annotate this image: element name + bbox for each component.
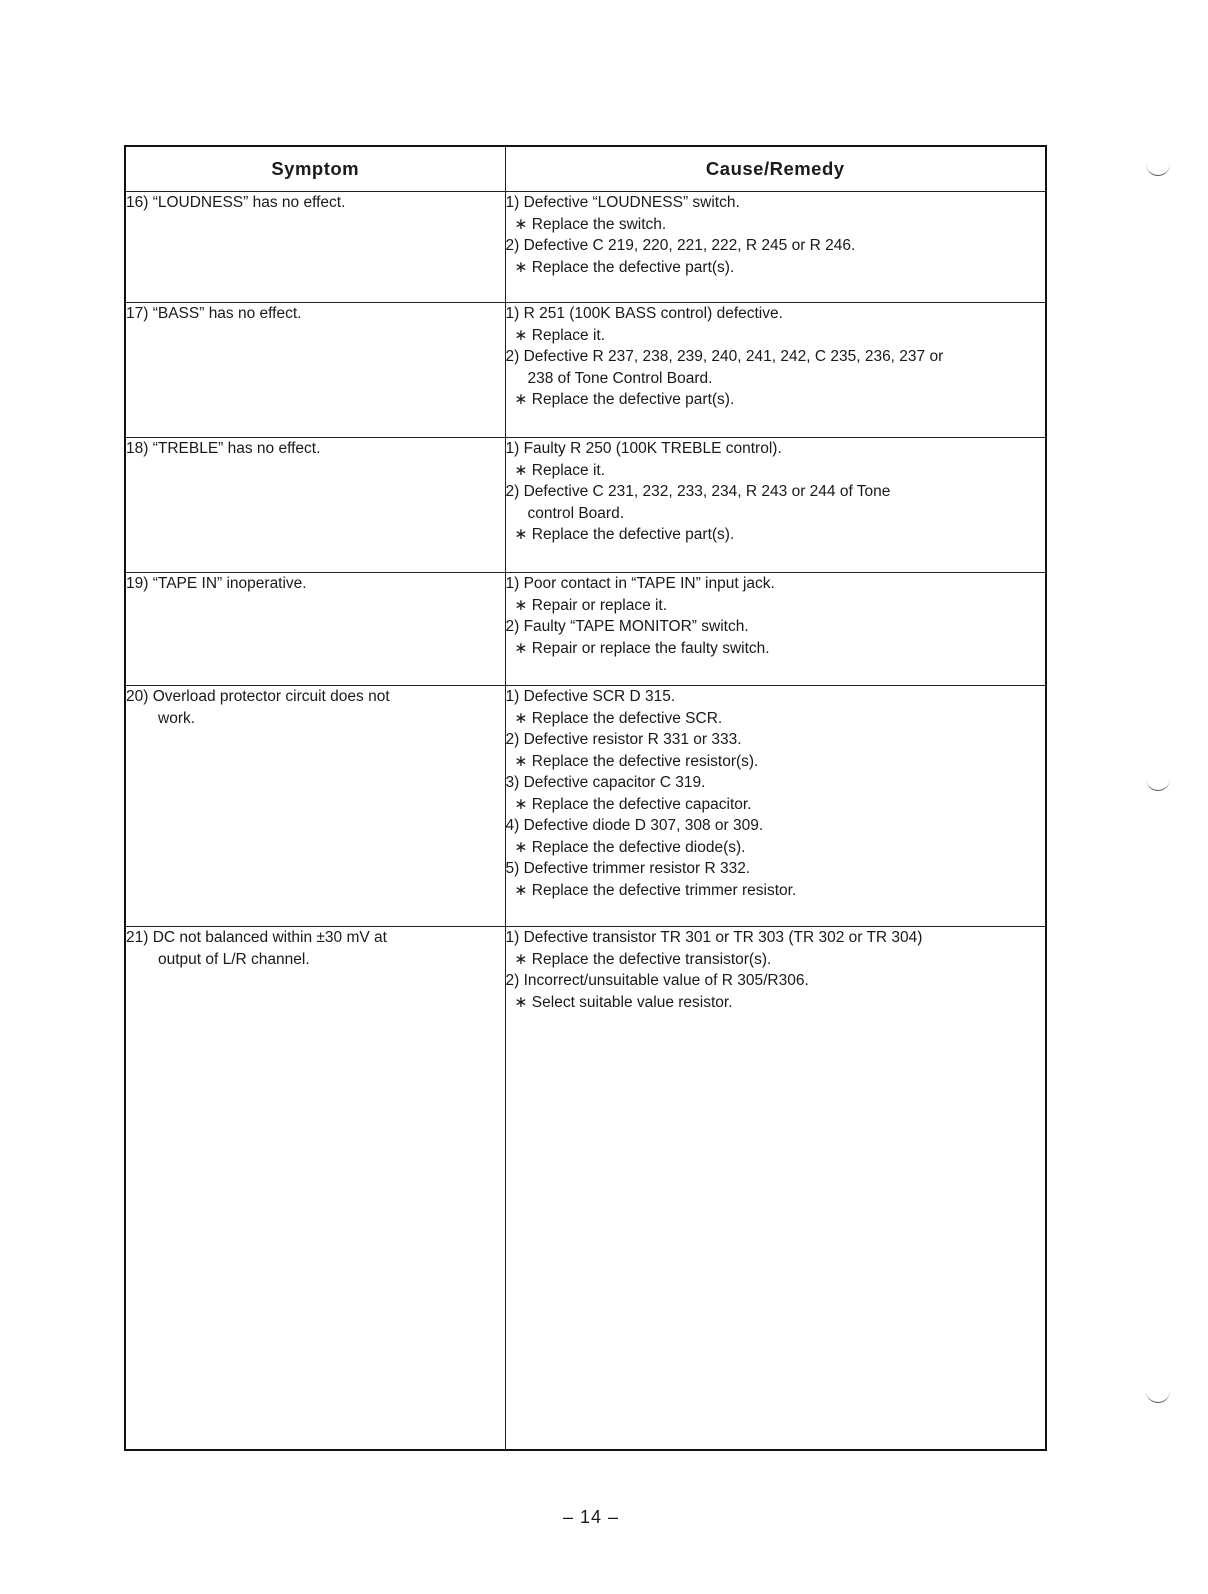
page-number: – 14 – — [562, 1507, 620, 1527]
cause-remedy-cell — [505, 192, 1046, 303]
symptom-text: 19) “TAPE IN” inoperative. — [126, 575, 307, 592]
cause-item: 2) Incorrect/unsuitable value of R 305/R306. — [505, 972, 809, 989]
remedy-action: ∗ Replace it. — [514, 461, 606, 479]
binding-hole-mark — [1146, 163, 1170, 176]
cause-item: 1) Defective transistor TR 301 or TR 303 (TR 302 or TR 304) — [505, 929, 923, 946]
table-row — [125, 438, 1046, 573]
symptom-text: 16) “LOUDNESS” has no effect. — [126, 194, 346, 211]
table-row — [125, 573, 1046, 686]
remedy-action: ∗ Replace the defective SCR. — [514, 709, 723, 727]
binding-hole-mark — [1146, 1390, 1170, 1403]
cause-item: 5) Defective trimmer resistor R 332. — [505, 860, 751, 877]
cause-remedy-cell — [505, 438, 1046, 573]
cause-item: 2) Defective C 231, 232, 233, 234, R 243 or 244 of Tone — [505, 483, 891, 500]
remedy-action: ∗ Repair or replace it. — [514, 596, 668, 614]
remedy-action: ∗ Select suitable value resistor. — [514, 993, 733, 1011]
cause-text-continued: 238 of Tone Control Board. — [527, 369, 713, 387]
symptom-text: 18) “TREBLE” has no effect. — [126, 440, 321, 457]
binding-hole-mark — [1146, 778, 1170, 791]
remedy-action: ∗ Repair or replace the faulty switch. — [514, 639, 770, 657]
cause-item: 3) Defective capacitor C 319. — [505, 774, 706, 791]
remedy-action: ∗ Replace the defective part(s). — [514, 391, 735, 408]
table-row — [125, 927, 1046, 1451]
remedy-action: ∗ Replace the defective resistor(s). — [514, 752, 759, 770]
remedy-action: ∗ Replace the defective transistor(s). — [514, 950, 772, 968]
symptom-text-continued: work. — [158, 710, 196, 727]
symptom-cell — [125, 927, 505, 1451]
cause-item: 1) Defective “LOUDNESS” switch. — [505, 194, 740, 211]
table-row — [125, 303, 1046, 438]
cause-remedy-cell — [505, 303, 1046, 438]
cause-remedy-cell — [505, 686, 1046, 927]
cause-item: 1) Defective SCR D 315. — [505, 688, 676, 705]
cause-item: 2) Defective resistor R 331 or 333. — [505, 731, 742, 748]
symptom-text: 21) DC not balanced within ±30 mV at — [126, 929, 387, 946]
symptom-column-header: Symptom — [125, 146, 505, 192]
symptom-text: 17) “BASS” has no effect. — [126, 305, 302, 322]
symptom-cell — [125, 192, 505, 303]
table-row — [125, 192, 1046, 303]
symptom-cell — [125, 686, 505, 927]
cause-item: 2) Defective R 237, 238, 239, 240, 241, 242, C 235, 236, 237 or — [505, 348, 944, 365]
cause-item: 1) R 251 (100K BASS control) defective. — [505, 305, 783, 322]
remedy-action: ∗ Replace the switch. — [514, 215, 667, 233]
cause-item: 2) Faulty “TAPE MONITOR” switch. — [505, 618, 749, 635]
cause-item: 2) Defective C 219, 220, 221, 222, R 245 or R 246. — [505, 237, 856, 254]
table-header-row — [125, 146, 1046, 192]
remedy-action: ∗ Replace the defective capacitor. — [514, 795, 752, 813]
symptom-cell — [125, 573, 505, 686]
remedy-action: ∗ Replace the defective part(s). — [514, 258, 735, 276]
symptom-text: 20) Overload protector circuit does not — [126, 688, 390, 705]
cause-remedy-cell — [505, 573, 1046, 686]
remedy-action: ∗ Replace the defective trimmer resistor. — [514, 881, 797, 899]
symptom-text-continued: output of L/R channel. — [158, 951, 310, 968]
cause-item: 4) Defective diode D 307, 308 or 309. — [505, 817, 764, 834]
cause-item: 1) Faulty R 250 (100K TREBLE control). — [505, 440, 782, 457]
troubleshooting-table — [124, 145, 1047, 1451]
remedy-action: ∗ Replace it. — [514, 326, 606, 344]
symptom-cell — [125, 438, 505, 573]
table-row — [125, 686, 1046, 927]
cause-text-continued: control Board. — [527, 504, 624, 522]
cause-remedy-cell — [505, 927, 1046, 1451]
remedy-action: ∗ Replace the defective diode(s). — [514, 838, 746, 856]
symptom-cell — [125, 303, 505, 438]
cause-remedy-column-header: Cause/Remedy — [505, 146, 1046, 192]
remedy-action: ∗ Replace the defective part(s). — [514, 526, 735, 543]
cause-item: 1) Poor contact in “TAPE IN” input jack. — [505, 575, 775, 592]
